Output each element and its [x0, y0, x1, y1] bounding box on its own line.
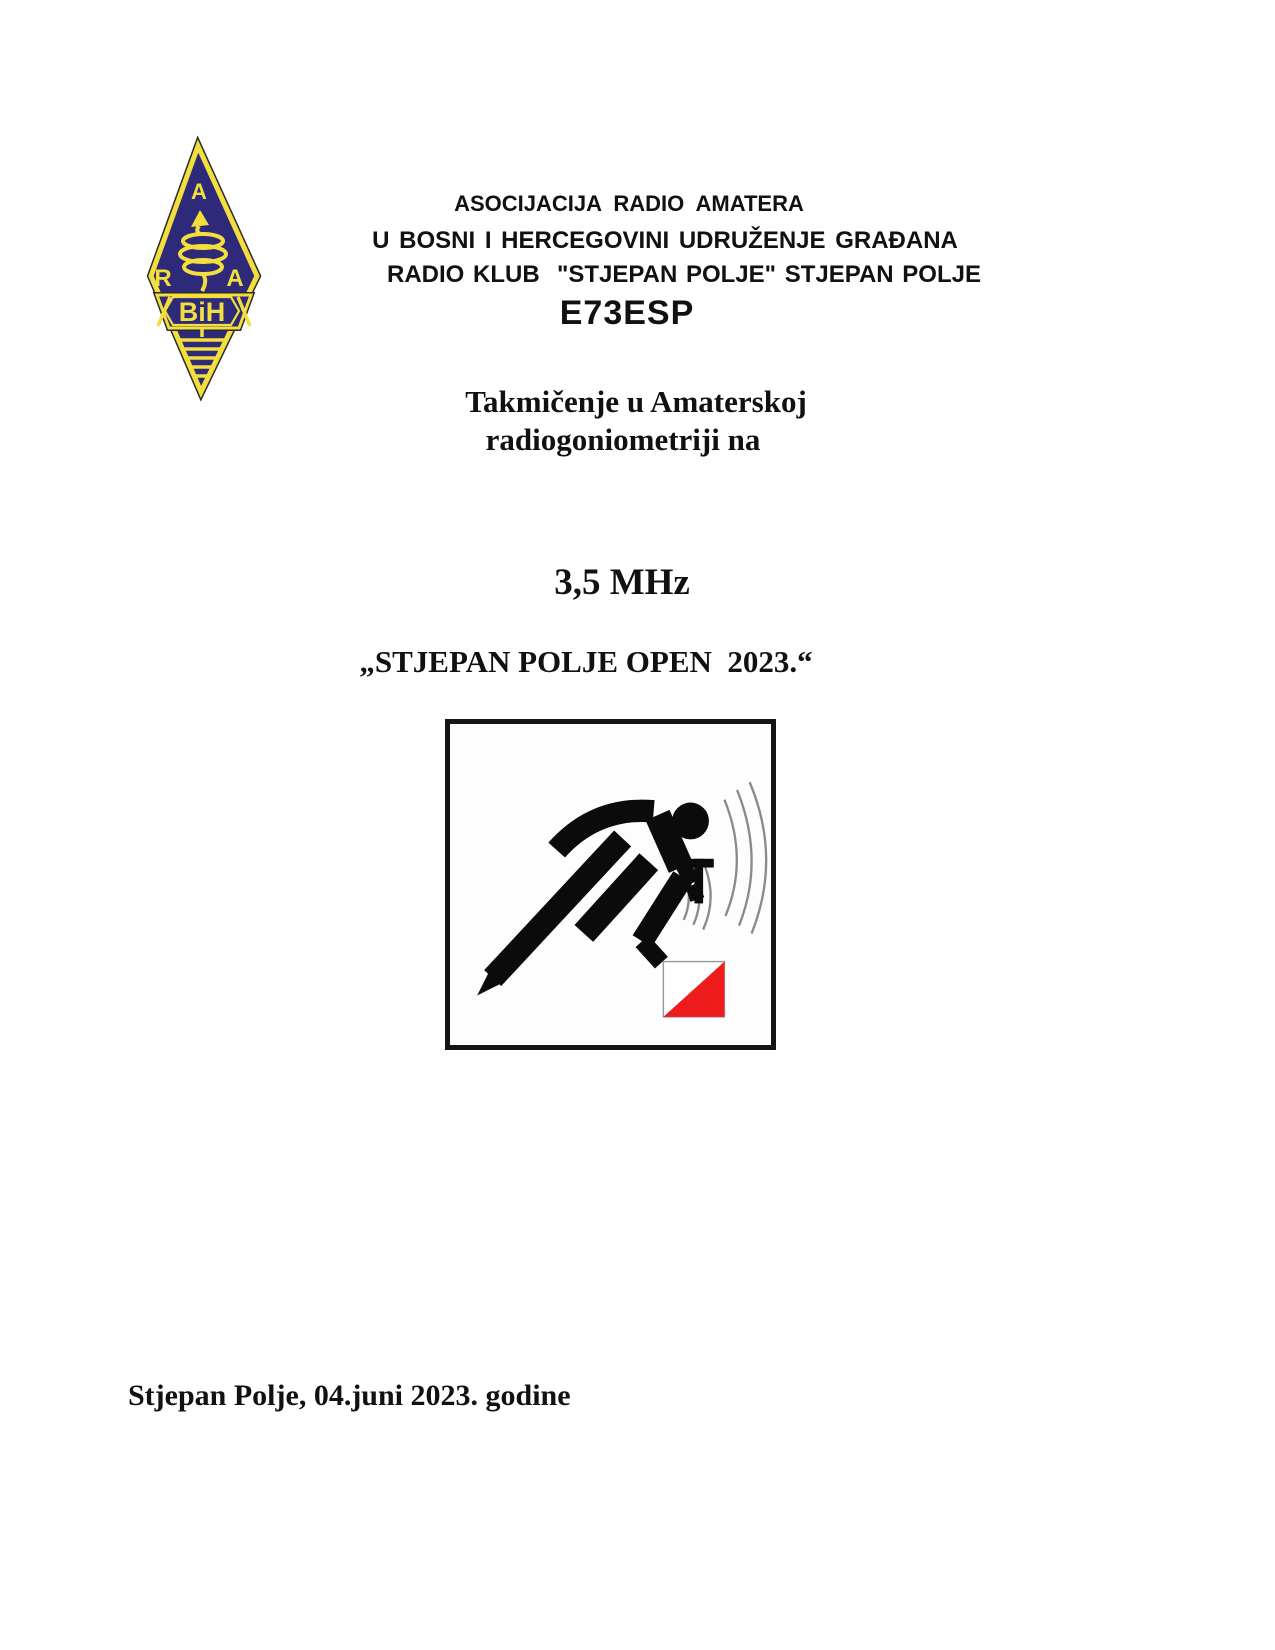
competition-title-line1: Takmičenje u Amaterskoj [465, 384, 807, 419]
dateline: Stjepan Polje, 04.juni 2023. godine [128, 1379, 571, 1412]
control-flag-icon [663, 962, 724, 1017]
ardf-figure-frame [445, 719, 776, 1050]
ara-bih-logo [145, 140, 263, 398]
club-name-line: RADIO KLUB "STJEPAN POLJE" STJEPAN POLJE [387, 261, 981, 288]
frequency-title: 3,5 MHz [554, 562, 690, 603]
runner-head [672, 803, 709, 840]
emblem-letter-left: R [154, 265, 172, 292]
emblem-letter-top: A [191, 179, 207, 204]
competition-title-line2: radiogoniometriji na [485, 422, 761, 457]
emblem-abbr: BiH [178, 297, 226, 327]
event-name-title: „STJEPAN POLJE OPEN 2023.“ [359, 644, 813, 679]
callsign: E73ESP [559, 294, 695, 332]
emblem-letter-right: A [226, 265, 244, 292]
org-name-line2: U BOSNI I HERCEGOVINI UDRUŽENJE GRAĐANA [372, 227, 958, 254]
ardf-runner-figure [450, 724, 771, 1045]
org-name-line1: ASOCIJACIJA RADIO AMATERA [454, 191, 804, 216]
